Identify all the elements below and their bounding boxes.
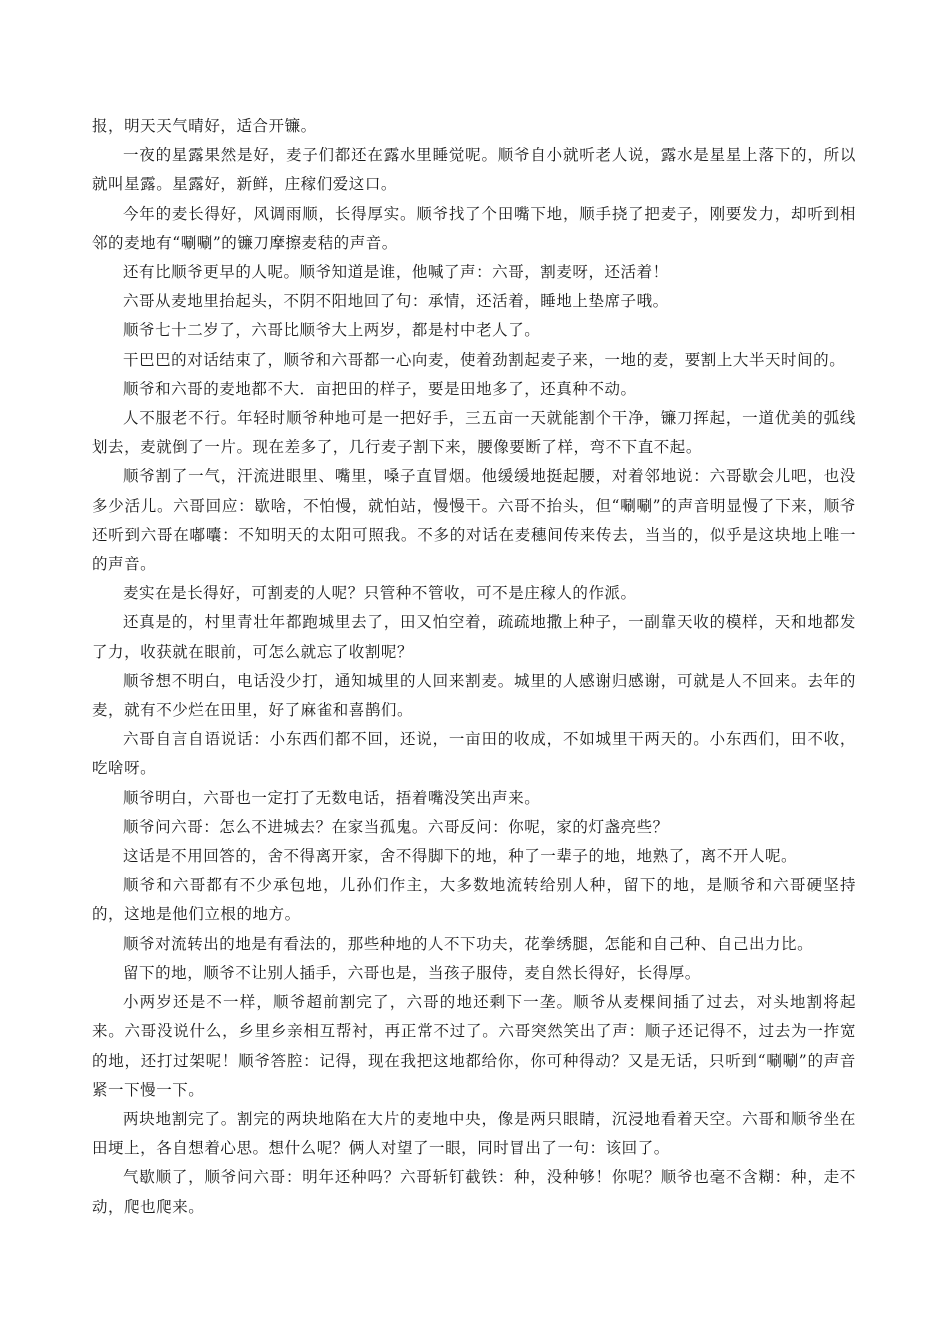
paragraph-21: 小两岁还是不一样，顺爷超前割完了，六哥的地还剩下一垄。顺爷从麦棵间插了过去，对头地割将起来。六哥没说什么，乡里乡亲相互帮衬，再正常不过了。六哥突然笑出了声：顺子还记得不，过去为一拃宽的地，还打过架呢！顺爷答腔：记得，现在我把这地都给你，你可种得动？又是无话，只听到“唰唰”的声音紧一下慢一下。	[92, 993, 856, 1099]
paragraph-9: 人不服老不行。年轻时顺爷种地可是一把好手，三五亩一天就能割个干净，镰刀挥起，一道优美的弧线划去，麦就倒了一片。现在差多了，几行麦子割下来，腰像要断了样，弯不下直不起。	[92, 409, 856, 457]
paragraph-10: 顺爷割了一气，汗流进眼里、嘴里，嗓子直冒烟。他缓缓地挺起腰，对着邻地说：六哥歇会儿吧，也没多少活儿。六哥回应：歇啥，不怕慢，就怕站，慢慢干。六哥不抬头，但“唰唰”的声音明显慢了下来，顺爷还听到六哥在嘟囔：不知明天的太阳可照我。不多的对话在麦穗间传来传去，当当的，似乎是这块地上唯一的声音。	[92, 467, 856, 574]
paragraph-7: 干巴巴的对话结束了，顺爷和六哥都一心向麦，使着劲割起麦子来，一地的麦，要割上大半天时间的。	[123, 350, 846, 369]
paragraph-15: 顺爷明白，六哥也一定打了无数电话，捂着嘴没笑出声来。	[123, 788, 541, 807]
paragraph-23: 气歇顺了，顺爷问六哥：明年还种吗？六哥斩钉截铁：种，没种够！你呢？顺爷也毫不含糊：种，走不动，爬也爬来。	[92, 1168, 856, 1216]
paragraph-3: 今年的麦长得好，风调雨顺，长得厚实。顺爷找了个田嘴下地，顺手挠了把麦子，刚要发力，却听到相邻的麦地有“唰唰”的镰刀摩擦麦秸的声音。	[92, 204, 856, 252]
paragraph-16: 顺爷问六哥：怎么不进城去？在家当孤鬼。六哥反问：你呢，家的灯盏亮些？	[123, 817, 669, 836]
paragraph-8: 顺爷和六哥的麦地都不大．亩把田的样子，要是田地多了，还真种不动。	[123, 379, 637, 398]
paragraph-22: 两块地割完了。割完的两块地陷在大片的麦地中央，像是两只眼睛，沉浸地看着天空。六哥和顺爷坐在田埂上，各自想着心思。想什么呢？俩人对望了一眼，同时冒出了一句：该回了。	[92, 1109, 856, 1158]
paragraph-18: 顺爷和六哥都有不少承包地，儿孙们作主，大多数地流转给别人种，留下的地，是顺爷和六哥硬坚持的，这地是他们立根的地方。	[92, 876, 856, 924]
paragraph-4: 还有比顺爷更早的人呢。顺爷知道是谁，他喊了声：六哥，割麦呀，还活着！	[123, 263, 669, 282]
paragraph-1: 报，明天天气晴好，适合开镰。	[92, 117, 317, 135]
paragraph-20: 留下的地，顺爷不让别人插手，六哥也是，当孩子服侍，麦自然长得好，长得厚。	[123, 963, 701, 982]
paragraph-12: 还真是的，村里青壮年都跑城里去了，田又怕空着，疏疏地撒上种子，一副靠天收的模样，天和地都发了力，收获就在眼前，可怎么就忘了收割呢？	[92, 613, 856, 661]
paragraph-14: 六哥自言自语说话：小东西们都不回，还说，一亩田的收成，不如城里干两天的。小东西们，田不收，吃啥呀。	[92, 730, 856, 778]
paragraph-6: 顺爷七十二岁了，六哥比顺爷大上两岁，都是村中老人了。	[123, 321, 541, 340]
paragraph-11: 麦实在是长得好，可割麦的人呢？只管种不管收，可不是庄稼人的作派。	[123, 584, 637, 603]
paragraph-19: 顺爷对流转出的地是有看法的，那些种地的人不下功夫，花拳绣腿，怎能和自己种、自己出力比。	[123, 934, 814, 953]
paragraph-2: 一夜的星露果然是好，麦子们都还在露水里睡觉呢。顺爷自小就听老人说，露水是星星上落下的，所以就叫星露。星露好，新鲜，庄稼们爱这口。	[92, 146, 856, 194]
paragraph-13: 顺爷想不明白，电话没少打，通知城里的人回来割麦。城里的人感谢归感谢，可就是人不回来。去年的麦，就有不少烂在田里，好了麻雀和喜鹊们。	[92, 671, 856, 720]
paragraph-5: 六哥从麦地里抬起头，不阴不阳地回了句：承情，还活着，睡地上垫席子哦。	[123, 292, 669, 311]
story-text	[92, 112, 856, 1222]
paragraph-17: 这话是不用回答的，舍不得离开家，舍不得脚下的地，种了一辈子的地，地熟了，离不开人呢。	[123, 847, 798, 866]
